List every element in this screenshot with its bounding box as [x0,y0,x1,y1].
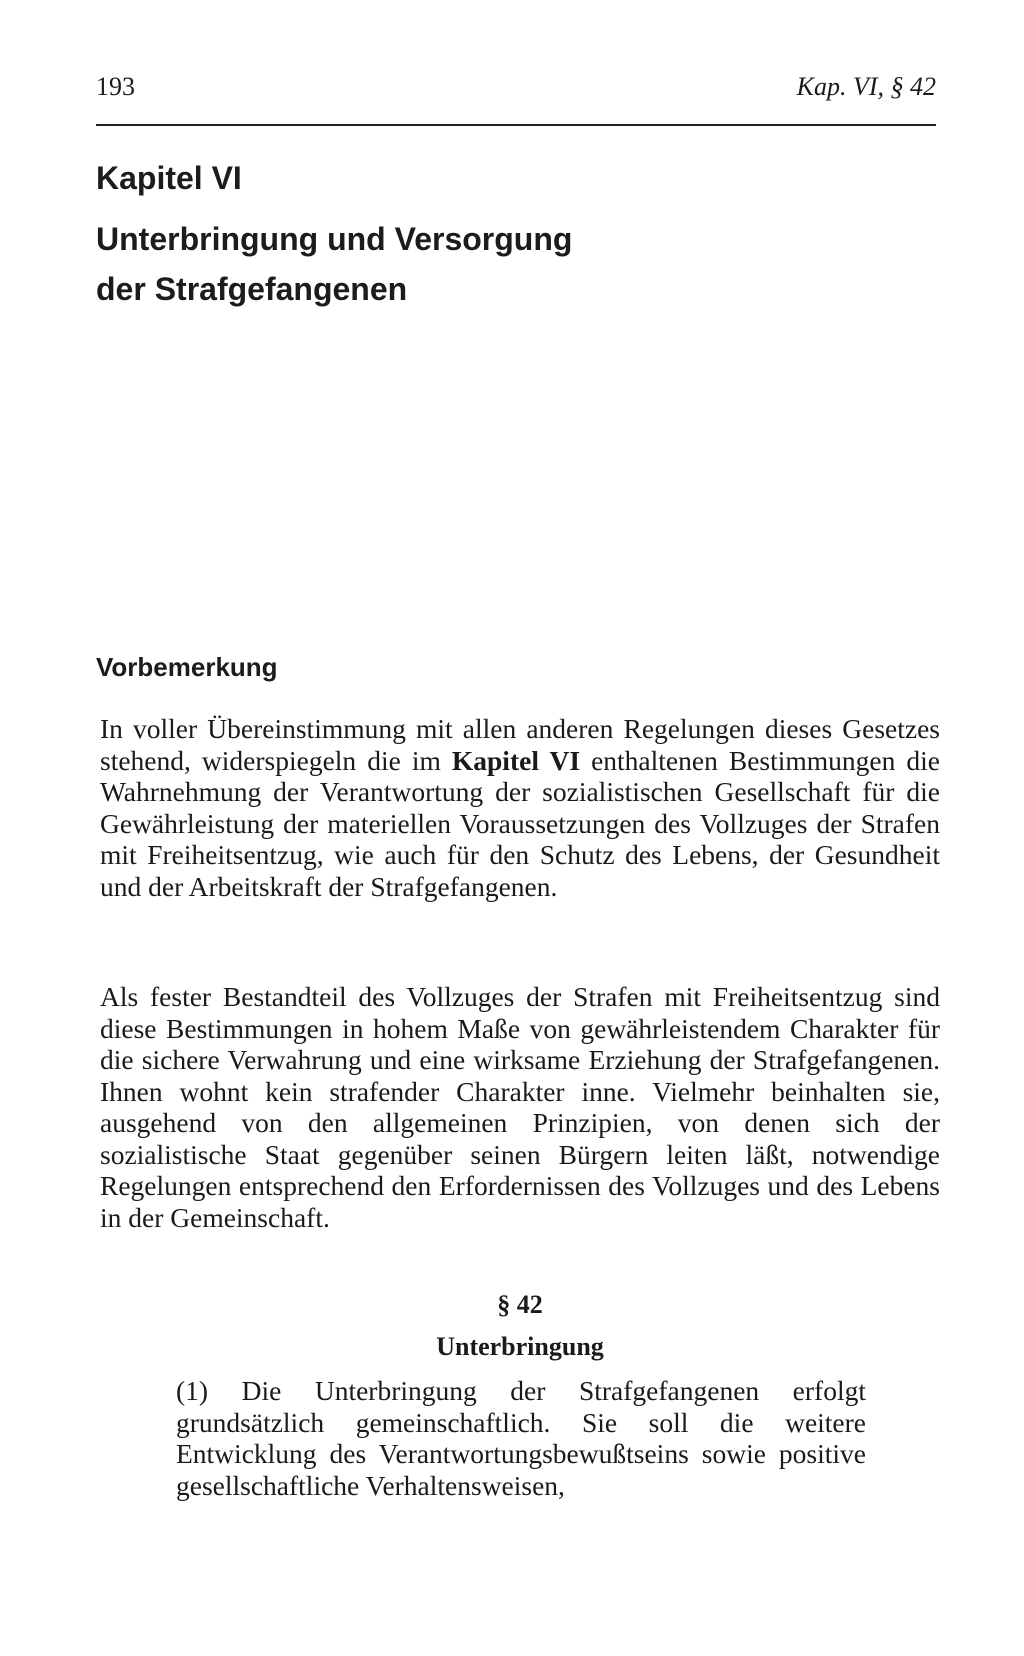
section-title: Unterbringung [436,1332,604,1361]
running-header [96,72,936,112]
header-rule [96,124,936,126]
page-number: 193 [96,72,135,101]
preliminary-heading: Vorbemerkung [96,652,278,682]
chapter-subtitle-line-1: Unterbringung und Versorgung [96,221,573,257]
paragraph-1-text-start: In voller Übereinstimmung mit allen anderen Regelungen dieses Gesetzes stehend, widerspiegeln die im [100,713,940,776]
chapter-title: Kapitel VI [96,160,242,196]
chapter-reference: Kap. VI, § 42 [796,72,936,101]
chapter-subtitle [96,214,796,314]
paragraph-1-text-end: enthaltenen Bestimmungen die Wahrnehmung der Verantwortung der sozialistischen Gesellschaft für die Gewährleistung der materiellen Voraussetzungen des Vollzuges der Strafen mit Freiheitsentzug, wie auch für den Schutz des Lebens, der Gesundheit und der Arbeitskraft der Strafgefangenen. [100,744,940,902]
chapter-subtitle-line-2: der Strafgefangenen [96,271,408,307]
preliminary-paragraph-2: Als fester Bestandteil des Vollzuges der Strafen mit Freiheitsentzug sind diese Bestimmungen in hohem Maße von gewährleistendem Charakter für die sichere Verwahrung und eine wirksame Erziehung der Strafgefangenen. Ihnen wohnt kein strafender Charakter inne. Vielmehr beinhalten sie, ausgehend von den allgemeinen Prinzipien, von denen sich der sozialistische Staat gegenüber seinen Bürgern leiten läßt, notwendige Regelungen entsprechend den Erfordernissen des Vollzuges und des Lebens in der Gemeinschaft. [100,981,940,1233]
preliminary-paragraph-1 [100,713,940,902]
section-paragraph-1: (1) Die Unterbringung der Strafgefangenen erfolgt grundsätzlich gemeinschaftlich. Sie soll die weitere Entwicklung des Verantwortungsbewußtseins sowie positive gesellschaftliche Verhaltensweisen, [176,1375,866,1501]
paragraph-1-bold-reference: Kapitel VI [451,744,581,776]
section-number: § 42 [497,1290,543,1319]
